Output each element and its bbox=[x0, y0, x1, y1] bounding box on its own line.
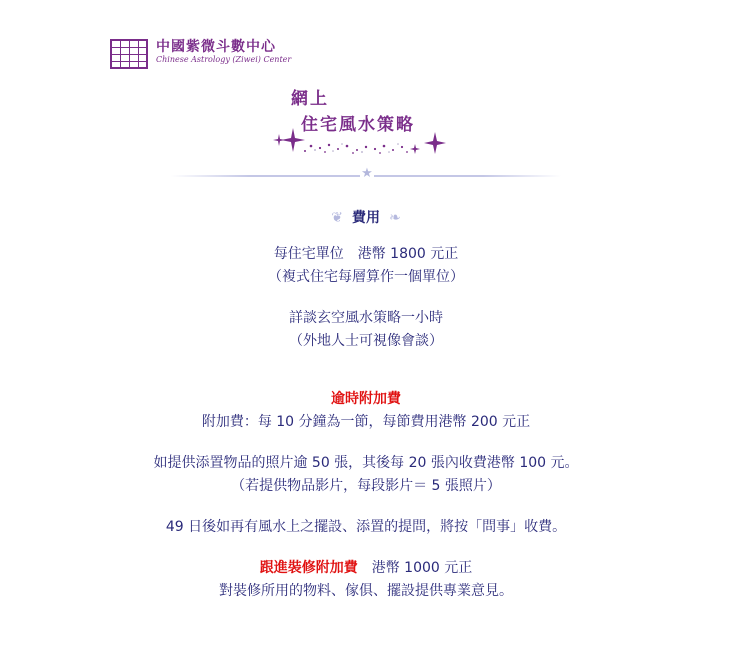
logo-name-en: Chinese Astrology (Ziwei) Center bbox=[156, 55, 292, 64]
overtime-rate: 附加費：每 10 分鐘為一節，每節費用港幣 200 元正 bbox=[201, 414, 531, 430]
page-content bbox=[0, 207, 732, 603]
renovation-desc: 對裝修所用的物料、傢俱、擺設提供專業意見。 bbox=[219, 583, 513, 599]
fee-consult-note: （外地人士可視像會談） bbox=[289, 333, 443, 349]
photo-surcharge: 如提供添置物品的照片逾 50 張，其後每 20 張內收費港幣 100 元。 bbox=[153, 455, 579, 471]
fee-unit-note: （複式住宅每層算作一個單位） bbox=[268, 269, 464, 285]
followup-note: 49 日後如再有風水上之擺設、添置的提問，將按「問事」收費。 bbox=[165, 519, 567, 535]
fee-heading: 費用 bbox=[352, 210, 380, 226]
renovation-row bbox=[0, 557, 732, 580]
banner-title-line2: 住宅風水策略 bbox=[301, 115, 415, 135]
overtime-heading: 逾時附加費 bbox=[331, 391, 401, 407]
video-note: （若提供物品影片，每段影片＝ 5 張照片） bbox=[231, 478, 501, 494]
swirl-right-icon: ❧ bbox=[389, 210, 401, 226]
renovation-price: 港幣 1000 元正 bbox=[357, 560, 473, 576]
logo-grid-icon bbox=[110, 39, 148, 69]
fee-consult: 詳談玄空風水策略一小時 bbox=[289, 310, 443, 326]
logo-name-cn: 中國紫微斗數中心 bbox=[156, 39, 276, 55]
fee-heading-row bbox=[0, 207, 732, 230]
logo-text bbox=[156, 39, 291, 65]
fee-unit-price: 每住宅單位 港幣 1800 元正 bbox=[273, 246, 459, 262]
center-logo bbox=[110, 39, 291, 71]
banner-title-line1: 網上 bbox=[291, 89, 329, 109]
renovation-heading: 跟進裝修附加費 bbox=[259, 560, 358, 576]
swirl-left-icon: ❦ bbox=[331, 210, 343, 226]
divider-star-icon: ★ bbox=[361, 166, 373, 181]
sparkle-decoration-icon bbox=[265, 124, 460, 160]
page-banner bbox=[265, 84, 460, 160]
